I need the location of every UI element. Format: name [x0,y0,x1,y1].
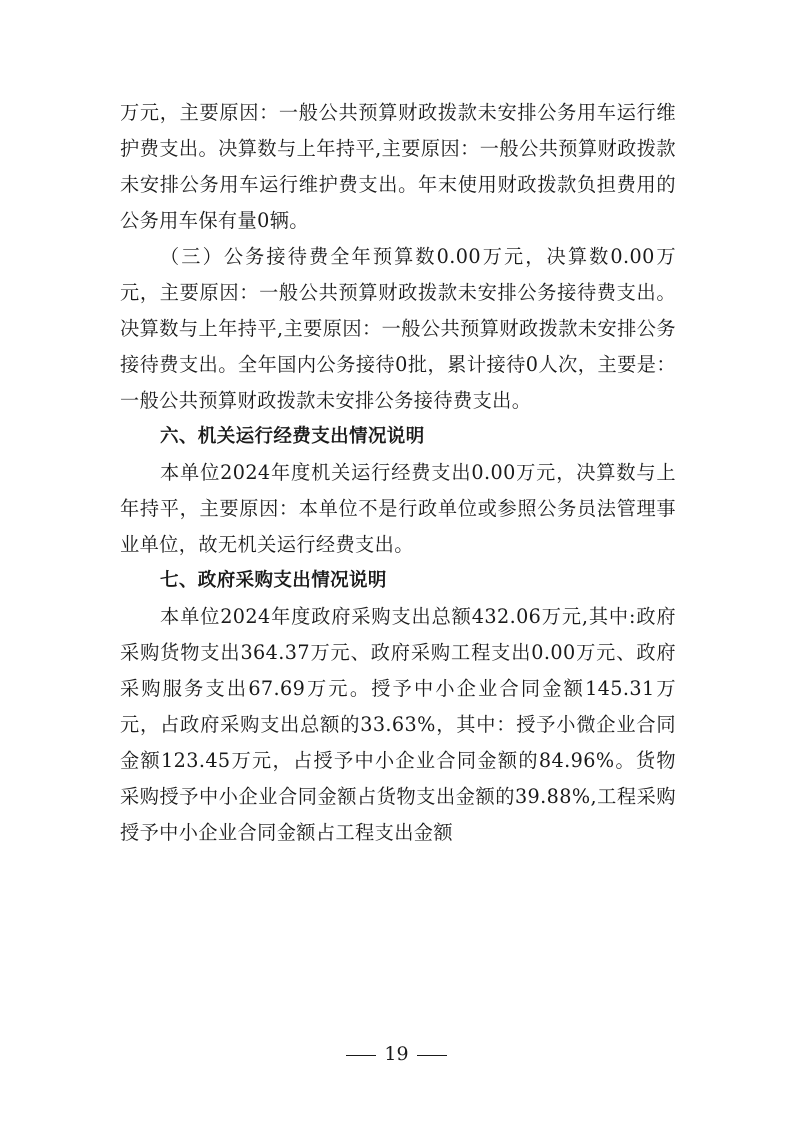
footer-dash-left [346,1055,376,1056]
paragraph-reception-fees: （三）公务接待费全年预算数0.00万元，决算数0.00万元，主要原因：一般公共预算财政拨款未安排公务接待费支出。决算数与上年持平,主要原因：一般公共预算财政拨款未安排公务接待费支出。全年国内公务接待0批，累计接待0人次，主要是：一般公共预算财政拨款未安排公务接待费支出。 [120,245,676,412]
page-number: 19 [384,1043,409,1065]
heading-section-7: 七、政府采购支出情况说明 [160,570,387,591]
paragraph-operating-expenses: 本单位2024年度机关运行经费支出0.00万元，决算数与上年持平，主要原因：本单位不是行政单位或参照公务员法管理事业单位，故无机关运行经费支出。 [120,461,676,556]
footer-dash-right [417,1055,447,1056]
page-footer [0,1042,793,1066]
paragraph-vehicle-maintenance: 万元，主要原因：一般公共预算财政拨款未安排公务用车运行维护费支出。决算数与上年持平,主要原因：一般公共预算财政拨款未安排公务用车运行维护费支出。年末使用财政拨款负担费用的公务用车保有量0辆。 [120,101,676,232]
document-body [120,95,676,851]
heading-section-6: 六、机关运行经费支出情况说明 [160,426,425,447]
paragraph-procurement: 本单位2024年度政府采购支出总额432.06万元,其中:政府采购货物支出364.37万元、政府采购工程支出0.00万元、政府采购服务支出67.69万元。授予中小企业合同金额145.31万元，占政府采购支出总额的33.63%，其中：授予小微企业合同金额123.45万元，占授予中小企业合同金额的84.96%。货物采购授予中小企业合同金额占货物支出金额的39.88%,工程采购授予中小企业合同金额占工程支出金额 [120,605,676,844]
